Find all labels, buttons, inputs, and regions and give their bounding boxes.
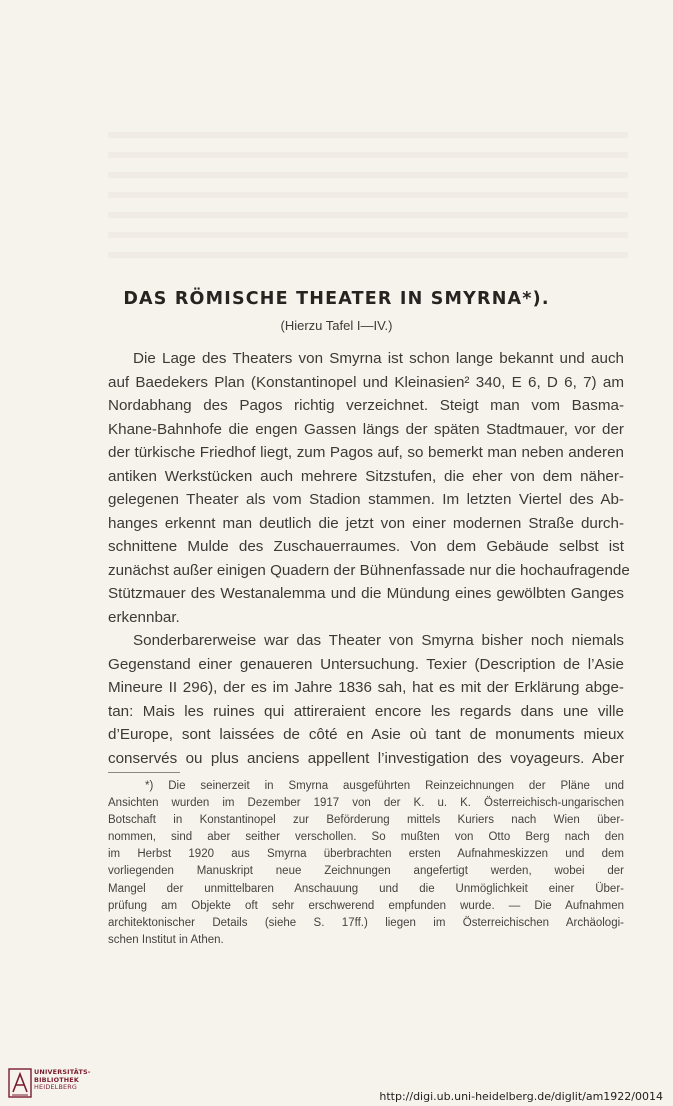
text-line: antiken Werkstücken auch mehrere Sitzstufen, die eher von dem näher- [108,467,624,485]
library-name-line: BIBLIOTHEK [34,1075,80,1084]
text-line: schnittene Mulde des Zuschauerraumes. Von dem Gebäude selbst ist [108,538,624,555]
article-title: DAS RÖMISCHE THEATER IN SMYRNA*). [123,289,550,309]
text-line: Sonderbarerweise war das Theater von Smyrna bisher noch niemals [133,632,624,649]
footnote-line: Mangel der unmittelbaren Anschauung und die Unmöglichkeit einer Über- [108,882,624,895]
footnote-line: nommen, sind aber seither verschollen. So mußten von Otto Berg nach den [108,831,624,844]
text-line: Die Lage des Theaters von Smyrna ist schon lange bekannt und auch [133,350,624,367]
footnote-line: architektonischer Details (siehe S. 17ff.) liegen im Österreichischen Archäologi- [108,916,624,929]
library-name-line: HEIDELBERG [34,1083,78,1092]
footnote-line: Ansichten wurden im Dezember 1917 von der K. u. K. Österreichisch-ungarischen [108,797,624,810]
body-text [108,347,630,770]
footnote-rule [108,772,180,773]
footnote-line: *) Die seinerzeit in Smyrna ausgeführten Reinzeichnungen der Pläne und [145,780,624,792]
show-through-text [108,118,628,268]
footnote-line: Botschaft in Konstantinopel zur Beförderung mittels Kuriers nach Wien über- [108,814,624,827]
library-name [34,1069,91,1092]
footnote [108,778,624,949]
text-line: Stützmauer des Westanalemma und die Mündung eines gewölbten Ganges [108,585,624,602]
text-line: zunächst außer einigen Quadern der Bühnenfassade nur die hochaufragende [108,561,630,579]
text-line: der türkische Friedhof liegt, zum Pagos auf, so bemerkt man neben anderen [108,444,624,461]
text-line: erkennbar. [108,608,180,626]
text-line: Nordabhang des Pagos richtig verzeichnet. Steigt man vom Basma- [108,397,624,414]
text-line: conservés ou plus anciens appellent l’investigation des voyageurs. Aber [108,749,624,767]
footnote-line: vorliegenden Manuskript neue Zeichnungen angefertigt werden, wobei der [108,865,624,878]
text-line: auf Baedekers Plan (Konstantinopel und Kleinasien² 340, E 6, D 6, 7) am [108,373,624,391]
text-line: Gegenstand einer genaueren Untersuchung. Texier (Description de l’Asie [108,655,624,673]
library-name-line: UNIVERSITÄTS- [34,1068,91,1076]
footnote-line: prüfung am Objekte oft sehr erschwerend empfunden wurde. — Die Aufnahmen [108,899,624,912]
text-line: d’Europe, sont laissées de côté en Asie où tant de monuments mieux [108,726,624,743]
text-line: Khane-Bahnhofe die engen Gassen längs der späten Stadtmauer, vor der [108,420,624,438]
text-line: gelegenen Theater als vom Stadion stammen. Im letzten Viertel des Ab- [108,491,624,508]
source-url[interactable]: http://digi.ub.uni-heidelberg.de/diglit/am1922/0014 [379,1090,663,1103]
article-subtitle: (Hierzu Tafel I—IV.) [280,318,393,333]
footnote-line: schen Institut in Athen. [108,933,224,946]
text-line: Mineure II 296), der es im Jahre 1836 sah, hat es mit der Erklärung abge- [108,679,624,696]
library-logo[interactable] [8,1068,118,1102]
library-emblem-icon [8,1068,32,1098]
text-line: tan: Mais les ruines qui attireraient encore les regards dans une ville [108,702,624,720]
text-line: hanges erkennt man deutlich die jetzt von einer modernen Straße durch- [108,514,624,532]
footnote-line: im Herbst 1920 aus Smyrna überbrachten ersten Aufnahmeskizzen und dem [108,848,624,861]
